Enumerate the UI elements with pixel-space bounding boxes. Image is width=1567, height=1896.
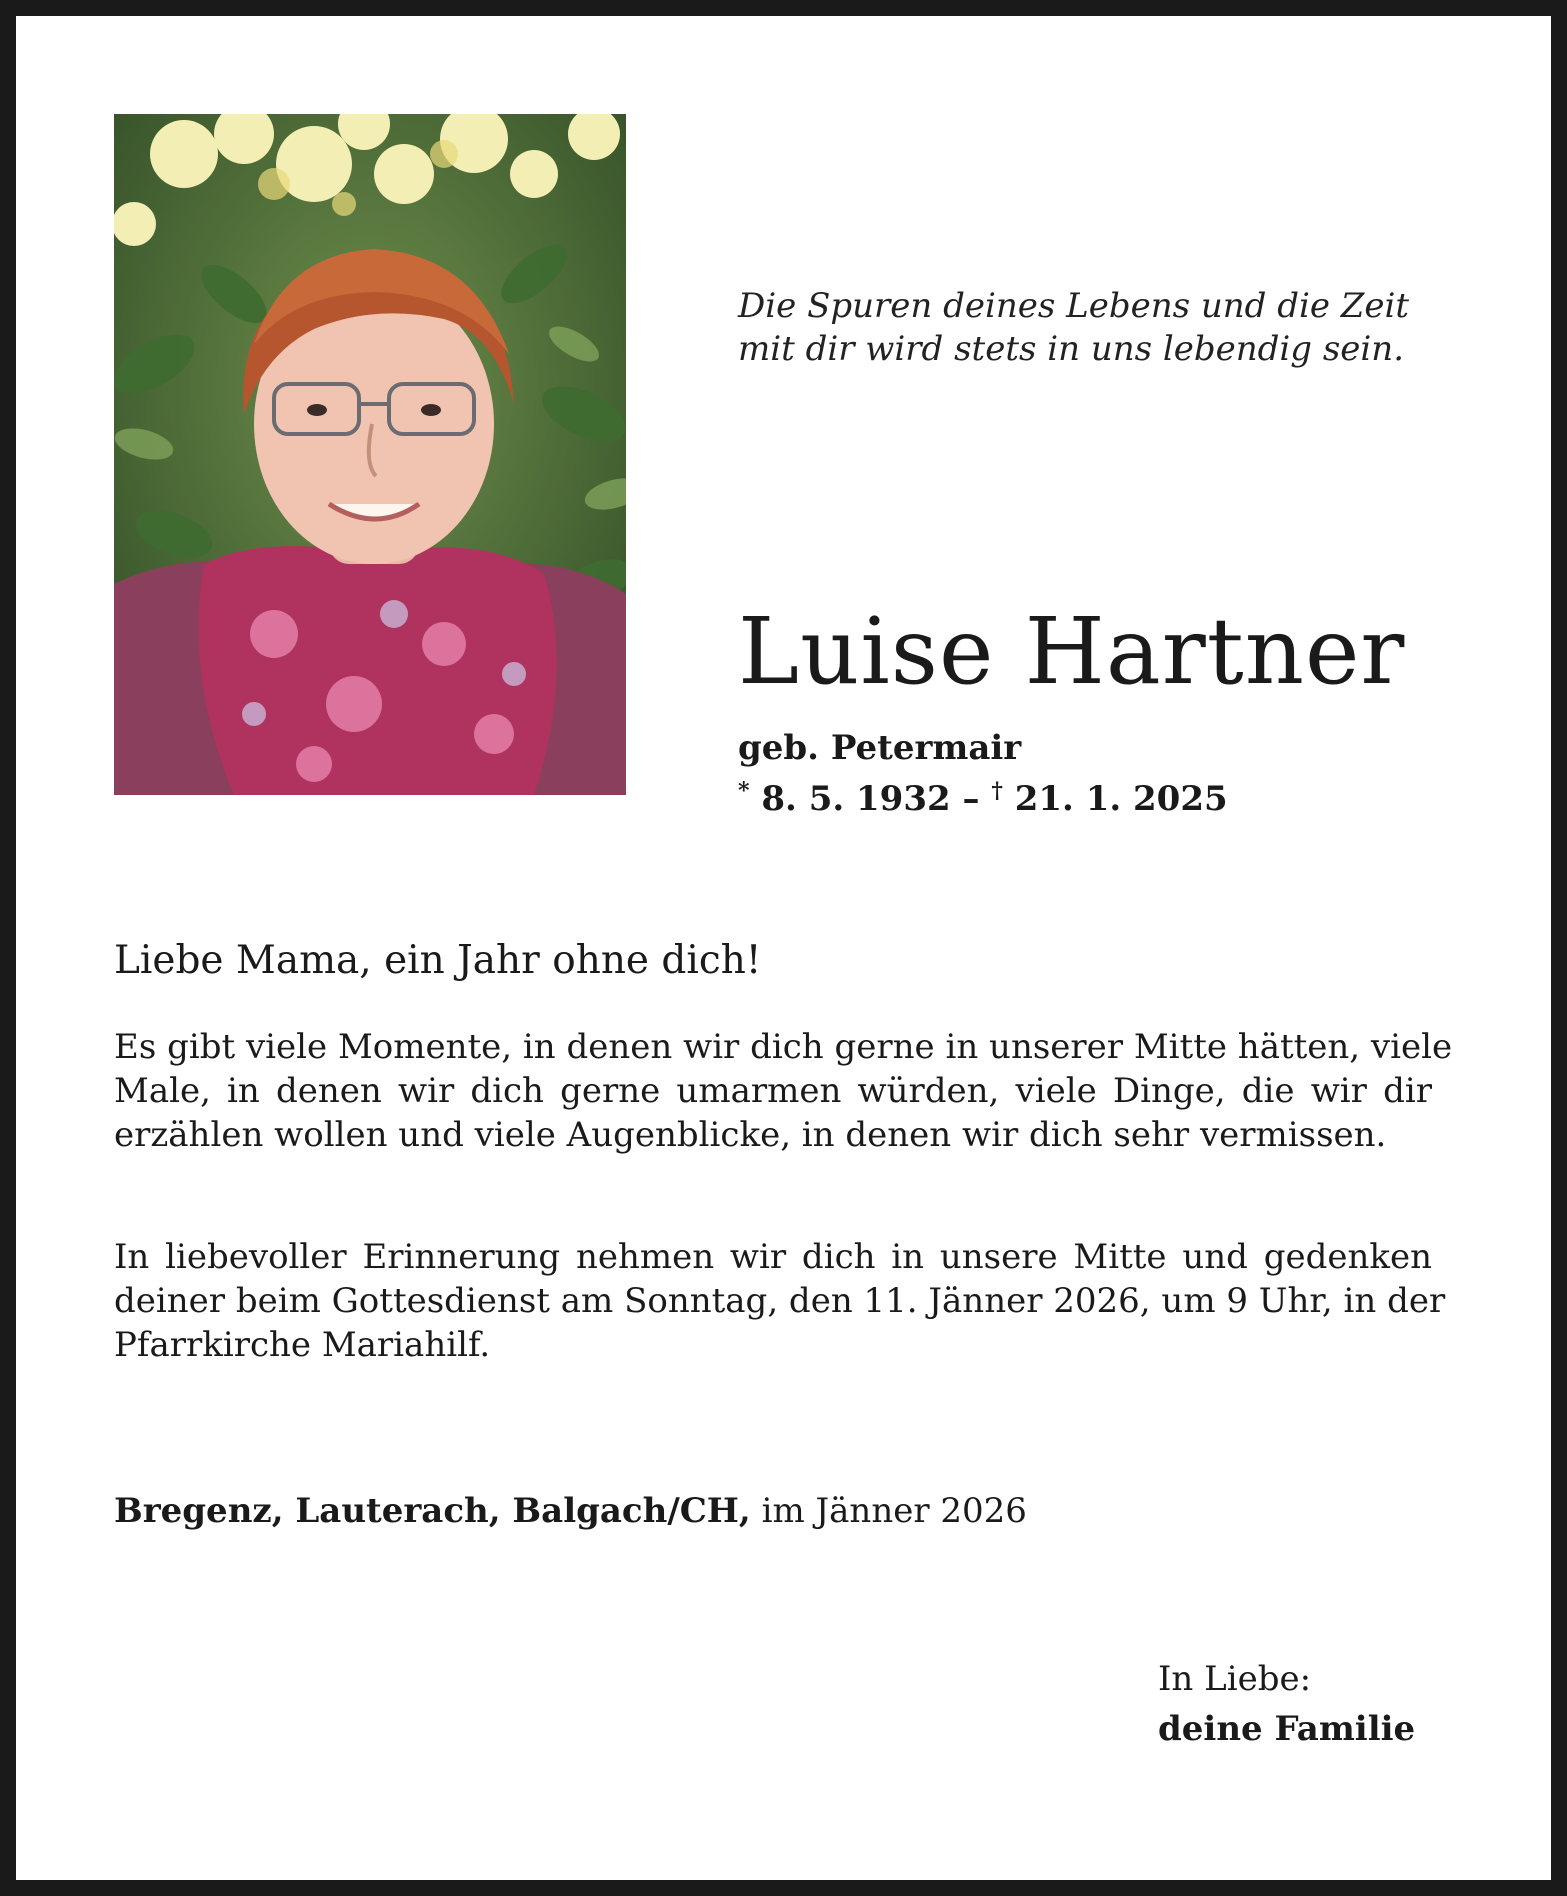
birth-date: 8. 5. 1932 (761, 779, 951, 819)
signature-intro: In Liebe: (1158, 1659, 1312, 1699)
portrait-photo (114, 114, 626, 795)
place-and-date (114, 1490, 1027, 1532)
signature (1158, 1654, 1415, 1754)
deceased-name: Luise Hartner (738, 598, 1406, 705)
paragraph-line: erzählen wollen und viele Augenblicke, in denen wir dich sehr vermissen. (114, 1115, 1387, 1155)
date-separator: – (962, 779, 980, 819)
maiden-name: geb. Petermair (738, 728, 1022, 768)
signature-family: deine Familie (1158, 1709, 1416, 1749)
life-dates (738, 771, 1228, 819)
notice-date: im Jänner 2026 (761, 1491, 1027, 1531)
portrait-image (114, 114, 626, 795)
quote-line: Die Spuren deines Lebens und die Zeit (738, 286, 1410, 326)
service-paragraph (114, 1235, 1446, 1367)
memorial-quote (738, 285, 1438, 371)
paragraph-line: Pfarrkirche Mariahilf. (114, 1325, 491, 1365)
message-paragraph (114, 1025, 1453, 1157)
quote-line: mit dir wird stets in uns lebendig sein. (738, 329, 1405, 369)
paragraph-line: deiner beim Gottesdienst am Sonntag, den 11. Jänner 2026, um 9 Uhr, in der (114, 1281, 1446, 1321)
paragraph-line: In liebevoller Erinnerung nehmen wir dich in unsere Mitte und gedenken (114, 1237, 1432, 1277)
death-date: 21. 1. 2025 (1014, 779, 1228, 819)
death-cross-icon: † (991, 778, 1003, 804)
greeting-heading: Liebe Mama, ein Jahr ohne dich! (114, 938, 762, 983)
locations: Bregenz, Lauterach, Balgach/CH, (114, 1491, 751, 1531)
paragraph-line: Male, in denen wir dich gerne umarmen würden, viele Dinge, die wir dir (114, 1071, 1432, 1111)
paragraph-line: Es gibt viele Momente, in denen wir dich gerne in unserer Mitte hätten, viele (114, 1027, 1453, 1067)
birth-star-icon: * (738, 778, 750, 804)
